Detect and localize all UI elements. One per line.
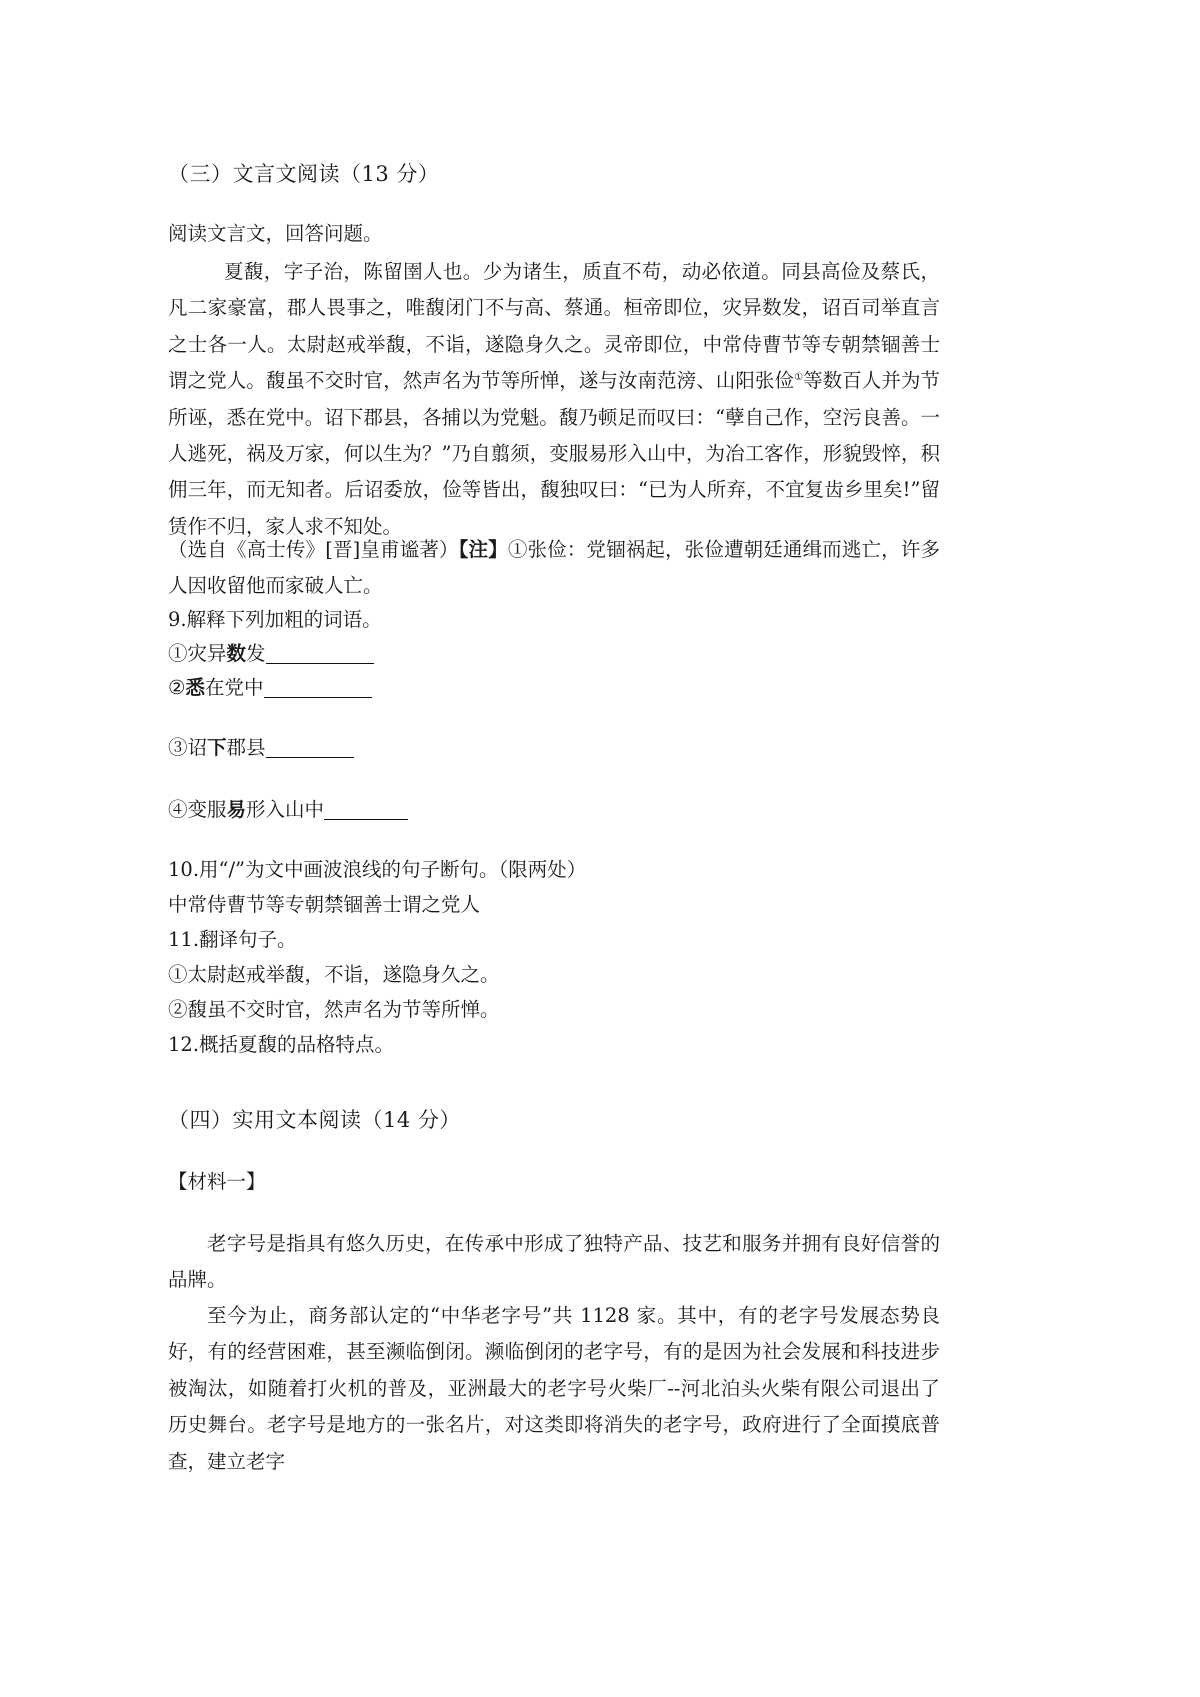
answer-blank[interactable] (324, 797, 408, 820)
bold-word: 悉 (185, 676, 205, 699)
classical-passage (168, 254, 940, 545)
item-text: 形入山中 (246, 798, 325, 821)
section-3-title: （三）文言文阅读（13 分） (168, 162, 440, 186)
note-text: ①张俭：党锢祸起，张俭遭朝廷通缉而逃亡，许多人因收留他而家破人亡。 (168, 538, 940, 598)
item-text: 发 (246, 642, 266, 665)
question-11-item-1: ①太尉赵戒举馥，不诣，遂隐身久之。 (168, 963, 500, 986)
question-12-stem: 12.概括夏馥的品格特点。 (168, 1033, 395, 1056)
source-citation: （选自《高士传》[晋]皇甫谧著） (168, 538, 459, 561)
item-text: ①灾异 (168, 642, 227, 665)
section-3-instruction: 阅读文言文，回答问题。 (168, 222, 383, 245)
question-9-item-4 (168, 796, 408, 824)
question-10-sentence: 中常侍曹节等专朝禁锢善士谓之党人 (168, 893, 481, 916)
passage-part-b: 等数百人并为节所诬，悉在党中。诏下郡县，各捕以为党魁。馥乃顿足而叹曰：“孽自己作，空污良善。一人逃死，祸及万家，何以生为？”乃自翦须，变服易形入山中，为冶工客作，形貌毁悴，积佣三年，而无知者。后诏委放，俭等皆出，馥独叹曰：“已为人所弃，不宜复齿乡里矣!”留赁作不归，家人求不知处。 (168, 369, 940, 538)
item-text: ③诏 (168, 736, 208, 759)
material-paragraph-1: 老字号是指具有悠久历史，在传承中形成了独特产品、技艺和服务并拥有良好信誉的品牌。 (168, 1232, 940, 1292)
material-1-label: 【材料一】 (168, 1170, 266, 1193)
section-4-title: （四）实用文本阅读（14 分） (168, 1108, 461, 1132)
question-10-stem: 10.用“/”为文中画波浪线的句子断句。（限两处） (168, 858, 587, 881)
passage-part-a: 夏馥，字子治，陈留圉人也。少为诸生，质直不苟，动必依道。同县高俭及蔡氏，凡二家豪富，郡人畏事之，唯馥闭门不与高、蔡通。桓帝即位，灾异数发，诏百司举直言之士各一人。太尉赵戒举馥，不诣，遂隐身久之。灵帝即位，中常侍曹节等专朝禁锢善士谓之党人。馥虽不交时官，然声名为节等所惮，遂与汝南范滂、山阳张俭 (168, 260, 940, 393)
answer-blank[interactable] (266, 735, 354, 758)
answer-blank[interactable] (264, 675, 372, 698)
bold-word: 数 (226, 642, 247, 665)
question-11-stem: 11.翻译句子。 (168, 928, 297, 951)
item-text: 在党中 (205, 676, 264, 699)
question-9-item-2 (168, 674, 372, 702)
question-11-item-2: ②馥虽不交时官，然声名为节等所惮。 (168, 998, 500, 1021)
question-9-item-3 (168, 734, 354, 762)
footnote-marker: ① (794, 372, 804, 384)
material-paragraph-2: 至今为止，商务部认定的“中华老字号”共 1128 家。其中，有的老字号发展态势良好，有的经营困难，甚至濒临倒闭。濒临倒闭的老字号，有的是因为社会发展和科技进步被淘汰，如随着打火机的普及，亚洲最大的老字号火柴厂--河北泊头火柴有限公司退出了历史舞台。老字号是地方的一张名片，对这类即将消失的老字号，政府进行了全面摸底普查，建立老字 (168, 1304, 940, 1473)
question-9-stem: 9.解释下列加粗的词语。 (168, 608, 382, 631)
passage-source-note (168, 532, 940, 605)
item-text: 郡县 (226, 736, 266, 759)
bold-word: 下 (207, 736, 227, 759)
answer-blank[interactable] (266, 641, 374, 664)
note-label: 【注】 (458, 538, 508, 561)
question-9-item-1 (168, 640, 374, 668)
bold-word: 易 (226, 798, 247, 821)
item-text: ② (168, 676, 186, 699)
item-text: ④变服 (168, 798, 227, 821)
